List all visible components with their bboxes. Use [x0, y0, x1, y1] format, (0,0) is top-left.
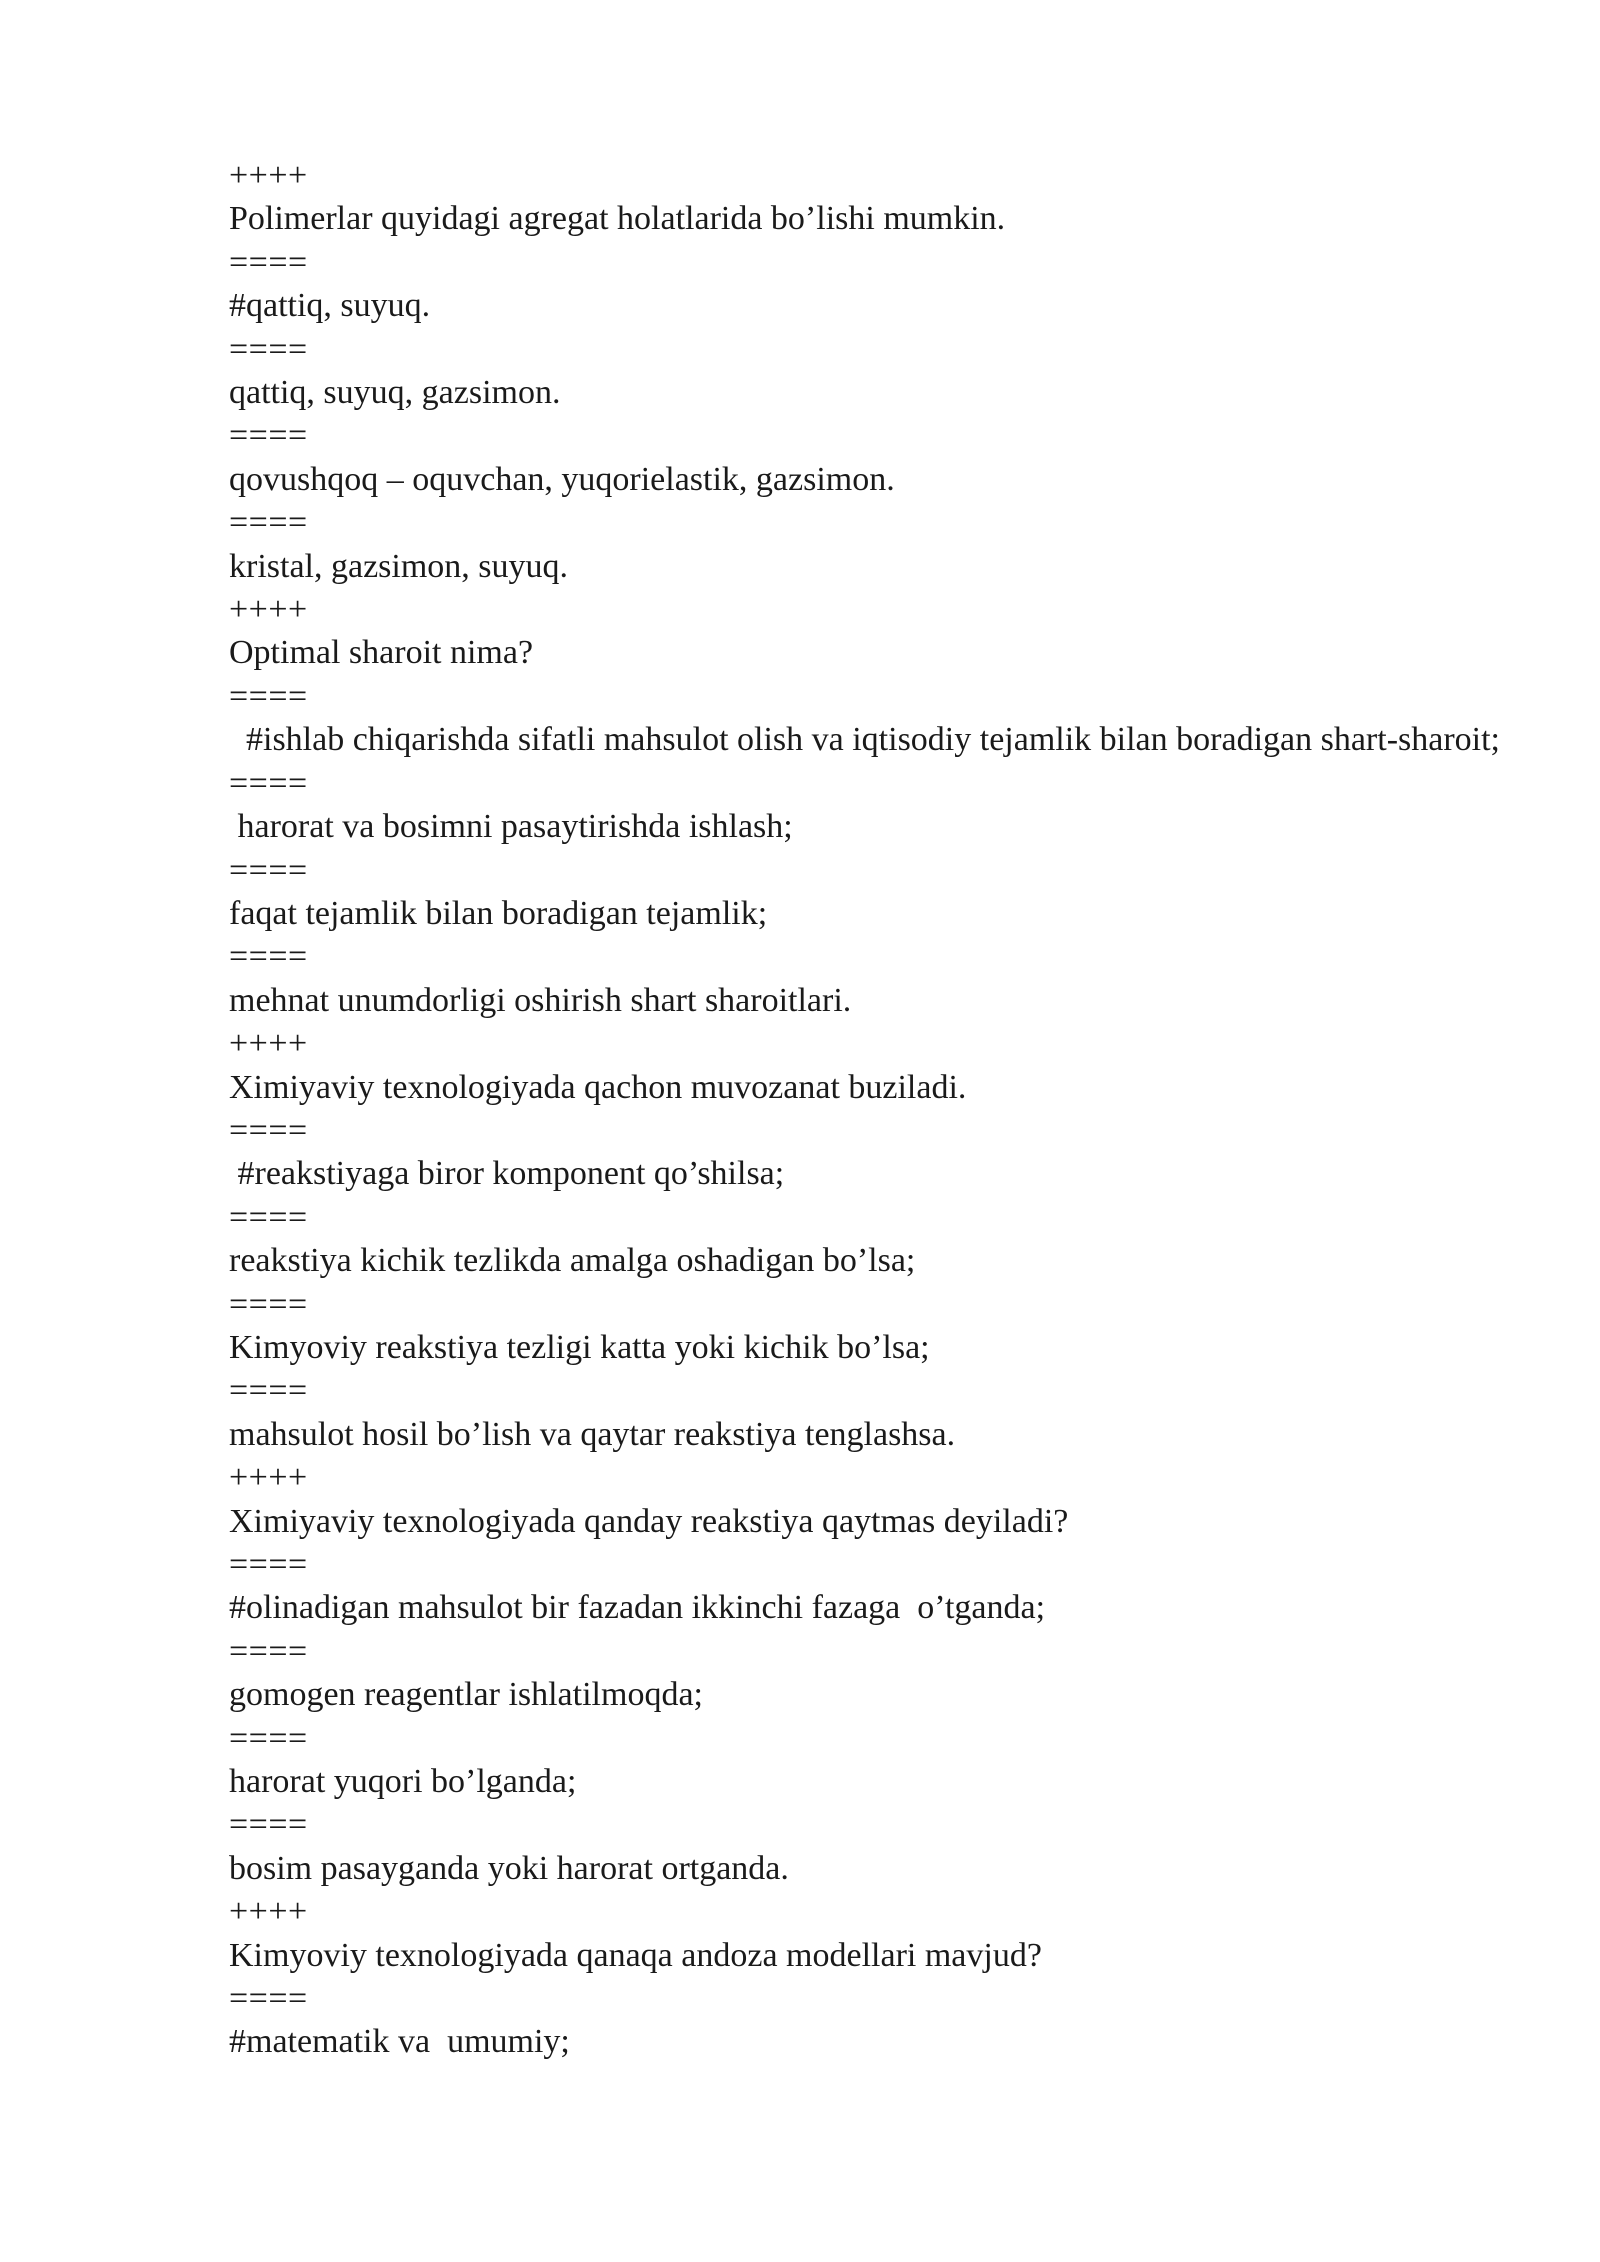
document-page: [229, 154, 1509, 2064]
answer-option: faqat tejamlik bilan boradigan tejamlik;: [229, 894, 768, 932]
option-separator: ====: [229, 1806, 308, 1844]
option-separator: ====: [229, 677, 308, 715]
option-separator: ====: [229, 417, 308, 455]
question-text: Ximiyaviy texnologiyada qachon muvozanat buziladi.: [229, 1068, 967, 1106]
option-separator: ====: [229, 504, 308, 542]
option-separator: ====: [229, 1980, 308, 2018]
question-marker: ++++: [229, 1025, 308, 1063]
option-separator: ====: [229, 938, 308, 976]
option-separator: ====: [229, 1285, 308, 1323]
option-separator: ====: [229, 1372, 308, 1410]
question-marker: ++++: [229, 1459, 308, 1497]
option-separator: ====: [229, 851, 308, 889]
answer-option: mehnat unumdorligi oshirish shart sharoitlari.: [229, 981, 852, 1019]
question-block: [229, 1890, 1509, 2064]
answer-option: mahsulot hosil bo’lish va qaytar reakstiya tenglashsa.: [229, 1415, 956, 1453]
answer-option: harorat va bosimni pasaytirishda ishlash;: [229, 808, 793, 846]
question-text: Optimal sharoit nima?: [229, 634, 534, 672]
answer-option: gomogen reagentlar ishlatilmoqda;: [229, 1676, 703, 1714]
option-separator: ====: [229, 1632, 308, 1670]
question-marker: ++++: [229, 157, 308, 194]
option-separator: ====: [229, 1198, 308, 1236]
question-block: [229, 1022, 1509, 1456]
question-marker: ++++: [229, 1893, 308, 1931]
question-marker: ++++: [229, 591, 308, 629]
answer-option: #reakstiyaga biror komponent qo’shilsa;: [229, 1155, 785, 1193]
option-separator: ====: [229, 1546, 308, 1583]
question-block: [229, 154, 1509, 588]
answer-option: bosim pasayganda yoki harorat ortganda.: [229, 1849, 789, 1887]
answer-option: #olinadigan mahsulot bir fazadan ikkinchi fazaga o’tganda;: [229, 1589, 1046, 1627]
answer-option: kristal, gazsimon, suyuq.: [229, 547, 569, 585]
answer-option: #matematik va umumiy;: [229, 2023, 570, 2061]
option-separator: ====: [229, 243, 308, 281]
question-text: Polimerlar quyidagi agregat holatlarida bo’lishi mumkin.: [229, 200, 1006, 238]
option-separator: ====: [229, 1111, 308, 1149]
answer-option: qattiq, suyuq, gazsimon.: [229, 374, 561, 412]
answer-option: #ishlab chiqarishda sifatli mahsulot olish va iqtisodiy tejamlik bilan boradigan shart-sharoit;: [229, 721, 1500, 759]
answer-option: #qattiq, suyuq.: [229, 287, 431, 325]
option-separator: ====: [229, 1719, 308, 1757]
question-block: [229, 1456, 1509, 1890]
question-text: Ximiyaviy texnologiyada qanday reakstiya qaytmas deyiladi?: [229, 1502, 1069, 1540]
question-text: Kimyoviy texnologiyada qanaqa andoza modellari mavjud?: [229, 1936, 1042, 1974]
option-separator: ====: [229, 330, 308, 368]
answer-option: qovushqoq – oquvchan, yuqorielastik, gazsimon.: [229, 460, 895, 498]
answer-option: reakstiya kichik tezlikda amalga oshadigan bo’lsa;: [229, 1242, 916, 1280]
answer-option: harorat yuqori bo’lganda;: [229, 1763, 577, 1801]
option-separator: ====: [229, 764, 308, 802]
question-block: [229, 588, 1509, 1022]
answer-option: Kimyoviy reakstiya tezligi katta yoki kichik bo’lsa;: [229, 1328, 930, 1366]
